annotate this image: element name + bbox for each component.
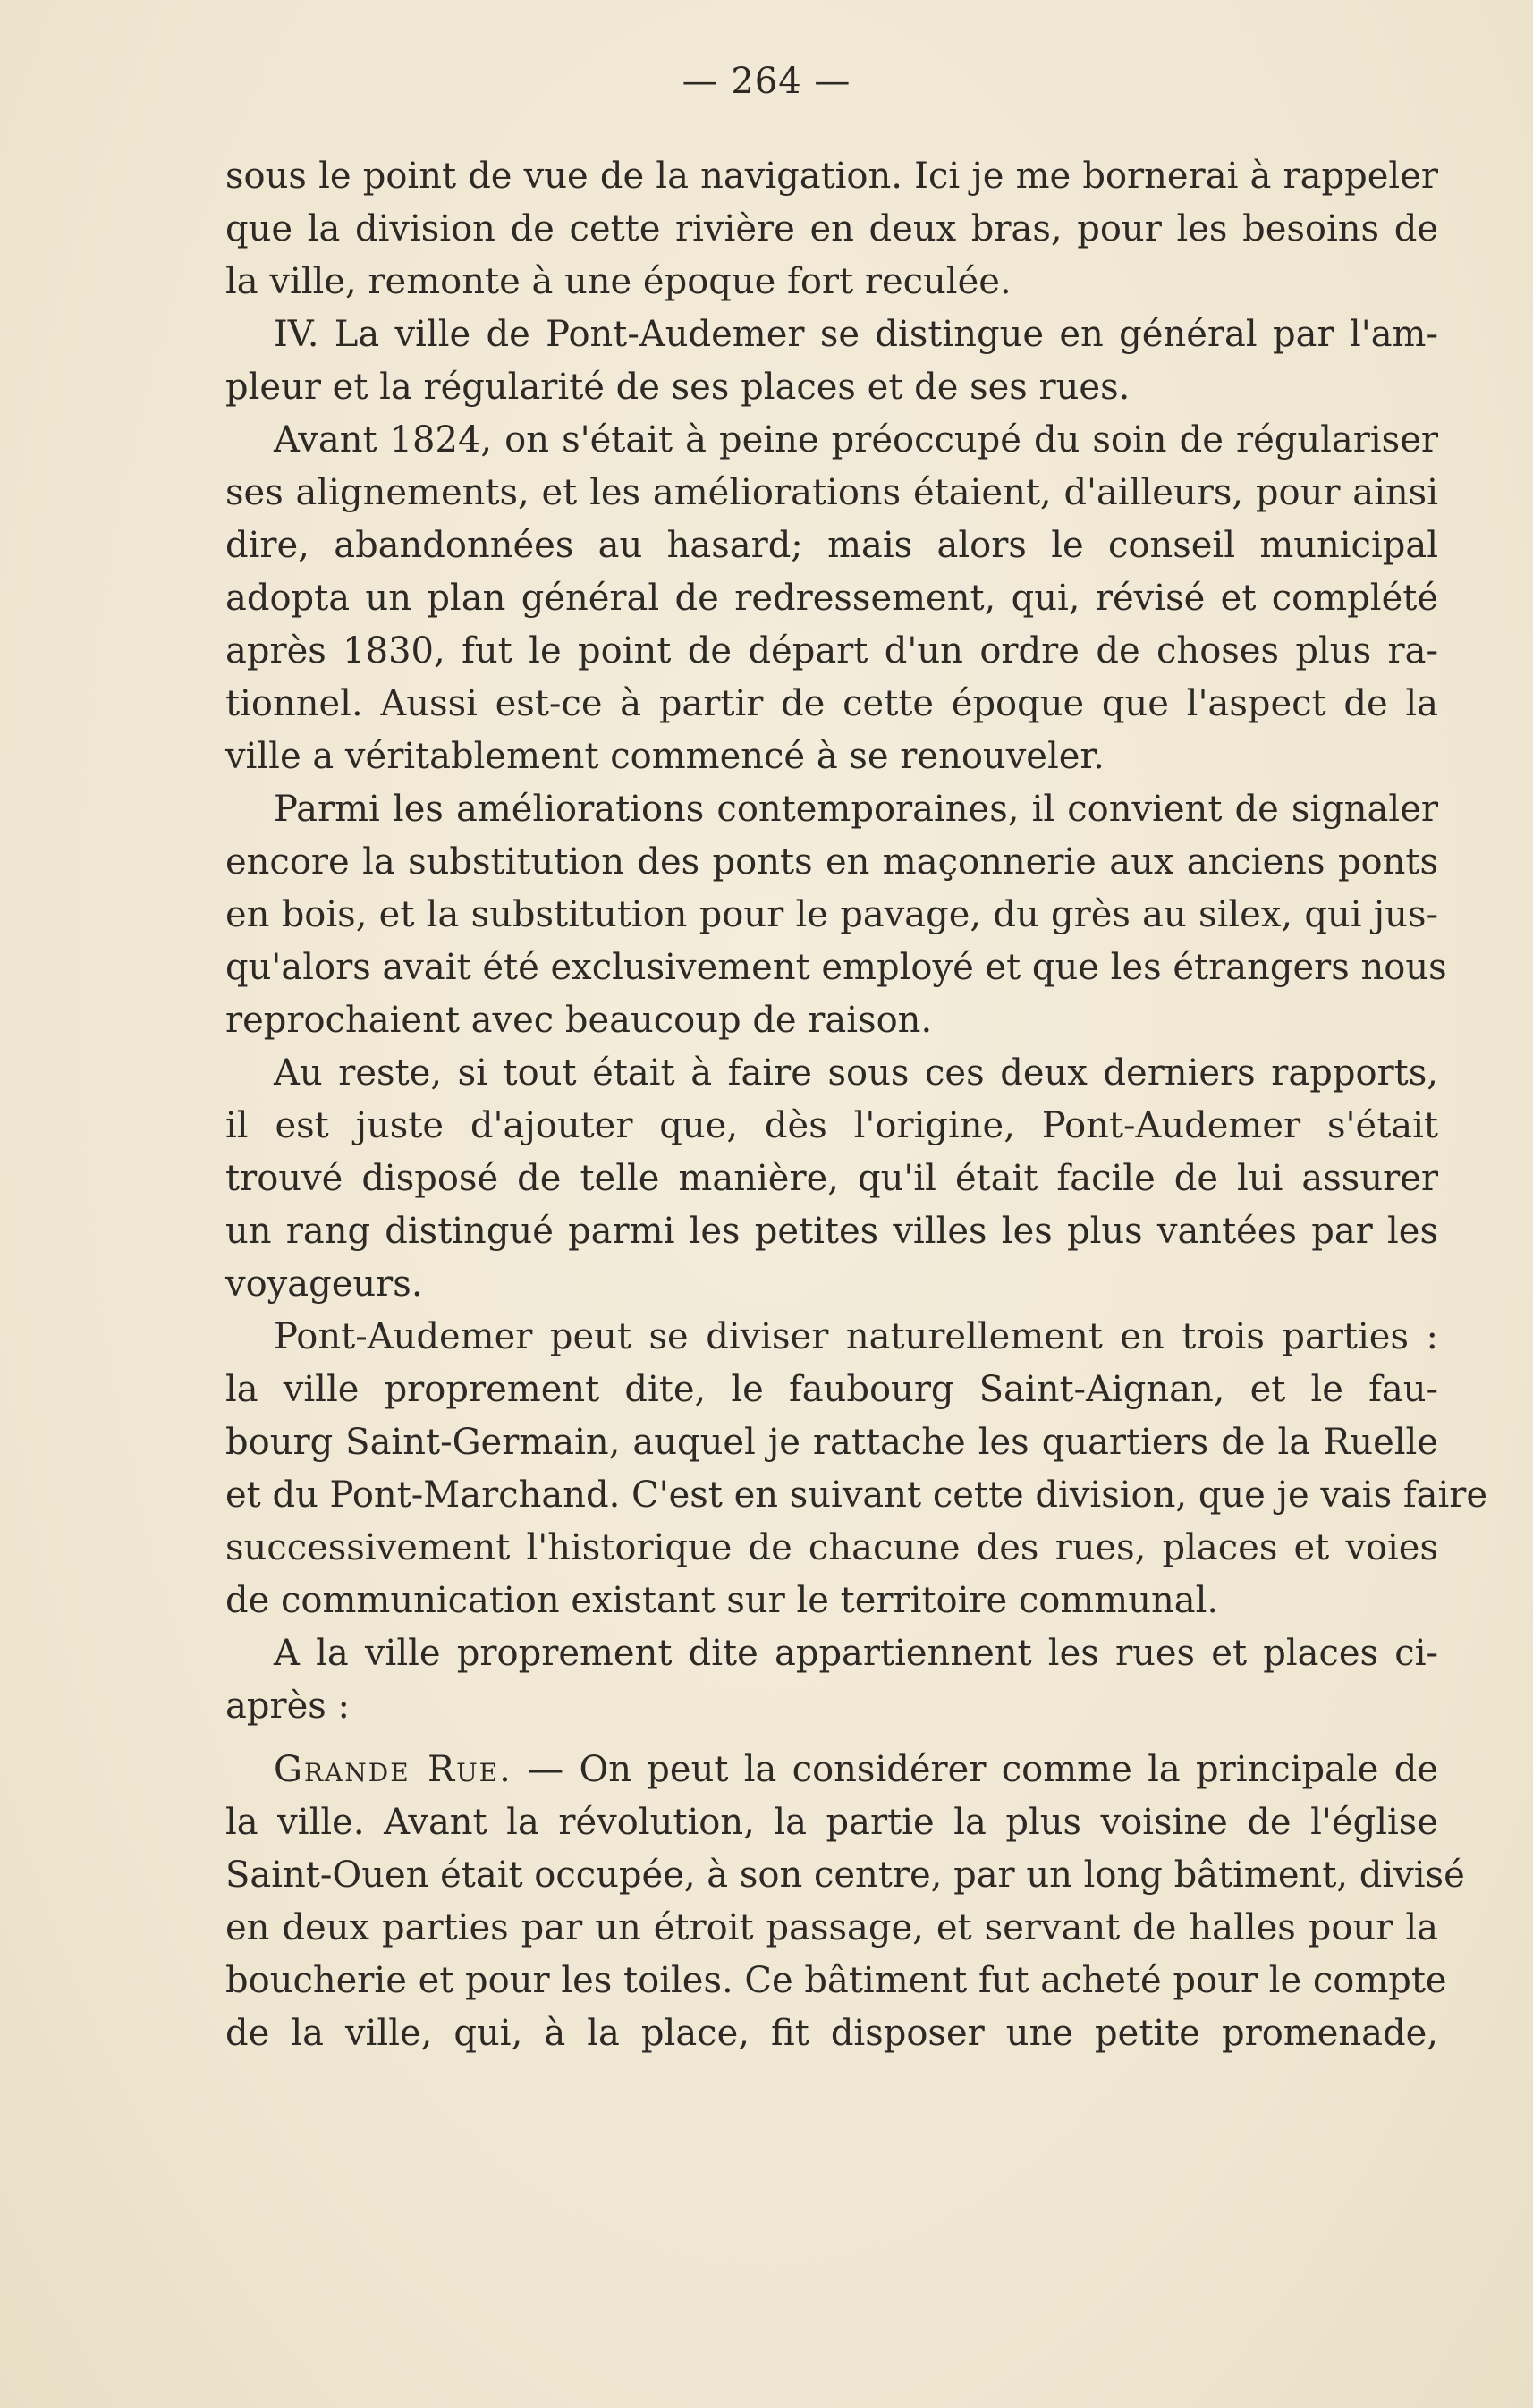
- text-line: tionnel. Aussi est-ce à partir de cette époque que l'aspect de la: [225, 683, 1438, 724]
- text-line: boucherie et pour les toiles. Ce bâtiment fut acheté pour le compte: [225, 1960, 1447, 2001]
- text-line: ses alignements, et les améliorations étaient, d'ailleurs, pour ainsi: [225, 472, 1438, 513]
- section-heading: Grande Rue.: [274, 1749, 512, 1790]
- paragraphs: [225, 150, 1488, 1733]
- text-line: adopta un plan général de redressement, qui, révisé et complété: [225, 578, 1438, 619]
- text-line: Pont-Audemer peut se diviser naturellement en trois parties :: [274, 1316, 1438, 1357]
- text-line: reprochaient avec beaucoup de raison.: [225, 1000, 933, 1041]
- text-line: Parmi les améliorations contemporaines, il convient de signaler: [274, 789, 1438, 830]
- text-line: et du Pont-Marchand. C'est en suivant cette division, que je vais faire: [225, 1474, 1488, 1516]
- text-line: sous le point de vue de la navigation. Ici je me bornerai à rappeler: [225, 156, 1438, 197]
- text-line: de la ville, qui, à la place, fit disposer une petite promenade,: [225, 2013, 1438, 2054]
- text-line: en deux parties par un étroit passage, et servant de halles pour la: [225, 1907, 1438, 1948]
- text-line: trouvé disposé de telle manière, qu'il était facile de lui assurer: [225, 1158, 1438, 1199]
- text-line: la ville, remonte à une époque fort reculée.: [225, 261, 1012, 302]
- text-line: bourg Saint-Germain, auquel je rattache les quartiers de la Ruelle: [225, 1422, 1438, 1463]
- text-line: en bois, et la substitution pour le pavage, du grès au silex, qui jus-: [225, 894, 1438, 935]
- body-text: [225, 150, 1488, 2060]
- text-line: que la division de cette rivière en deux bras, pour les besoins de: [225, 208, 1438, 249]
- section-gap: [225, 1733, 1438, 1744]
- text-line: dire, abandonnées au hasard; mais alors le conseil municipal: [225, 525, 1438, 566]
- text-line: qu'alors avait été exclusivement employé et que les étrangers nous: [225, 947, 1447, 988]
- text-line: de communication existant sur le territoire communal.: [225, 1580, 1219, 1621]
- text-line: un rang distingué parmi les petites villes les plus vantées par les: [225, 1211, 1438, 1252]
- text-line: après :: [225, 1686, 350, 1727]
- text-line: il est juste d'ajouter que, dès l'origine, Pont-Audemer s'était: [225, 1105, 1438, 1146]
- text-line: encore la substitution des ponts en maçonnerie aux anciens ponts: [225, 841, 1438, 883]
- grande-rue-section: [225, 1744, 1465, 2060]
- text-line: successivement l'historique de chacune des rues, places et voies: [225, 1527, 1438, 1568]
- text-line: la ville. Avant la révolution, la partie la plus voisine de l'église: [225, 1802, 1438, 1843]
- text-line: Saint-Ouen était occupée, à son centre, par un long bâtiment, divisé: [225, 1855, 1465, 1896]
- text-line: voyageurs.: [225, 1263, 423, 1305]
- section-first-line: [225, 1744, 1438, 1796]
- text-line: pleur et la régularité de ses places et de ses rues.: [225, 367, 1131, 408]
- section-heading-rest: — On peut la considérer comme la principale de: [512, 1749, 1438, 1790]
- text-line: Avant 1824, on s'était à peine préoccupé du soin de régulariser: [274, 419, 1438, 460]
- page-number: — 264 —: [682, 61, 851, 102]
- text-line: IV. La ville de Pont-Audemer se distingue en général par l'am-: [274, 314, 1438, 355]
- text-line: la ville proprement dite, le faubourg Saint-Aignan, et le fau-: [225, 1369, 1438, 1410]
- text-line: A la ville proprement dite appartiennent les rues et places ci-: [274, 1633, 1438, 1674]
- text-line: Au reste, si tout était à faire sous ces deux derniers rapports,: [274, 1052, 1438, 1094]
- text-line: après 1830, fut le point de départ d'un ordre de choses plus ra-: [225, 630, 1438, 672]
- section-lines: [225, 1796, 1465, 2060]
- text-line: ville a véritablement commencé à se renouveler.: [225, 736, 1105, 777]
